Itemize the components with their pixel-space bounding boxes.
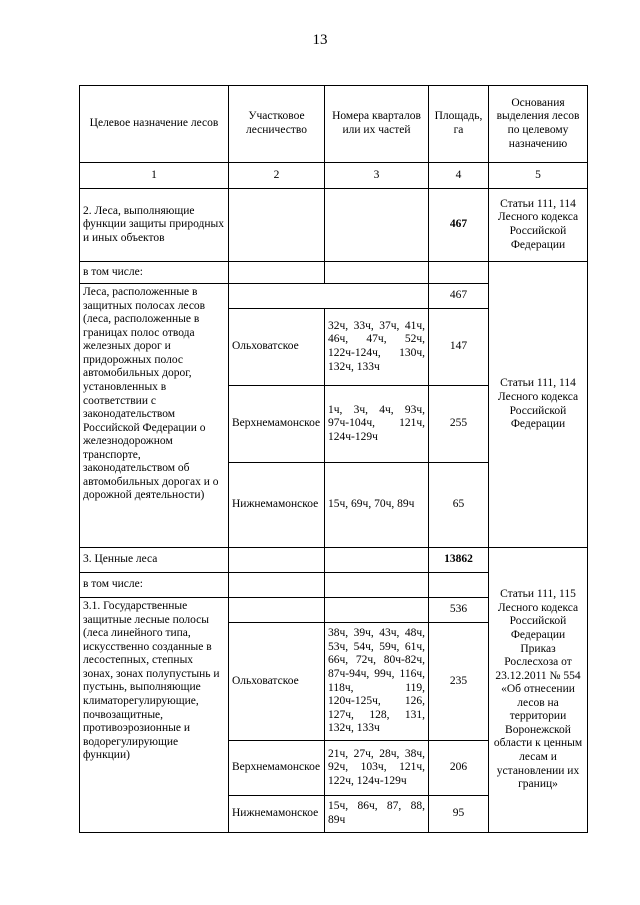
forest-purpose-table: [79, 85, 588, 833]
area-value: 65: [429, 463, 489, 548]
empty-cell: [229, 284, 429, 309]
empty-cell: [325, 573, 429, 598]
area-value: 147: [429, 309, 489, 386]
basis-text: Статьи 111, 114 Лесного кодекса Российской Федерации: [489, 189, 588, 262]
quarters-list: 38ч, 39ч, 43ч, 48ч, 53ч, 54ч, 59ч, 61ч, 66ч, 72ч, 80ч-82ч, 87ч-94ч, 99ч, 116ч, 118ч, 119, 120ч-125ч, 126, 127ч, 128, 131, 132ч, 133ч: [325, 623, 429, 741]
empty-cell: [325, 262, 429, 284]
column-header-area: Площадь, га: [429, 86, 489, 163]
forestry-name: Ольховатское: [229, 309, 325, 386]
column-header-quarters: Номера кварталов или их частей: [325, 86, 429, 163]
quarters-list: 21ч, 27ч, 28ч, 38ч, 92ч, 103ч, 121ч, 122ч, 124ч-129ч: [325, 741, 429, 796]
basis-text: Статьи 111, 114 Лесного кодекса Российской Федерации: [489, 262, 588, 548]
area-value: 467: [429, 284, 489, 309]
column-number: 3: [325, 163, 429, 189]
quarters-list: 15ч, 86ч, 87, 88, 89ч: [325, 796, 429, 833]
column-number: 2: [229, 163, 325, 189]
page-number: 13: [312, 32, 328, 48]
section-title: 2. Леса, выполняющие функции защиты природных и иных объектов: [80, 189, 229, 262]
including-label: в том числе:: [80, 262, 229, 284]
area-value: 536: [429, 598, 489, 623]
column-header-basis: Основания выделения лесов по целевому назначению: [489, 86, 588, 163]
forestry-name: Нижнемамонское: [229, 796, 325, 833]
empty-cell: [229, 548, 325, 573]
empty-cell: [325, 189, 429, 262]
forestry-name: Верхнемамонское: [229, 741, 325, 796]
forestry-name: Нижнемамонское: [229, 463, 325, 548]
quarters-list: 1ч, 3ч, 4ч, 93ч, 97ч-104ч, 121ч, 124ч-129ч: [325, 386, 429, 463]
quarters-list: 15ч, 69ч, 70ч, 89ч: [325, 463, 429, 548]
empty-cell: [429, 262, 489, 284]
column-header-purpose: Целевое назначение лесов: [80, 86, 229, 163]
table-row: [80, 262, 588, 284]
empty-cell: [229, 189, 325, 262]
column-number: 4: [429, 163, 489, 189]
area-value: 467: [429, 189, 489, 262]
area-value: 206: [429, 741, 489, 796]
forestry-name: Верхнемамонское: [229, 386, 325, 463]
table-header-row: [80, 86, 588, 163]
subsection-title: Леса, расположенные в защитных полосах лесов (леса, расположенные в границах полос отвода железных дорог и придорожных полос автомобильных дорог, установленных в соответствии с законодательством Российской Федерации о железнодорожном транспорте, законодательством об автомобильных дорогах и о дорожной деятельности): [80, 284, 229, 548]
area-value: 255: [429, 386, 489, 463]
empty-cell: [229, 262, 325, 284]
column-number: 1: [80, 163, 229, 189]
table-row: [80, 548, 588, 573]
table-row: [80, 189, 588, 262]
column-header-forestry: Участковое лесничество: [229, 86, 325, 163]
empty-cell: [325, 598, 429, 623]
area-value: 13862: [429, 548, 489, 573]
column-numbers-row: [80, 163, 588, 189]
section-title: 3. Ценные леса: [80, 548, 229, 573]
area-value: 235: [429, 623, 489, 741]
quarters-list: 32ч, 33ч, 37ч, 41ч, 46ч, 47ч, 52ч, 122ч-124ч, 130ч, 132ч, 133ч: [325, 309, 429, 386]
basis-text: Статьи 111, 115 Лесного кодекса Российской Федерации Приказ Рослесхоза от 23.12.2011 № 554 «Об отнесении лесов на территории Воронежской области к ценным лесам и установлении их границ»: [489, 548, 588, 833]
forestry-name: Ольховатское: [229, 623, 325, 741]
subsection-title: 3.1. Государственные защитные лесные полосы (леса линейного типа, искусственно созданные в лесостепных, степных зонах, зонах полупустынь и пустынь, выполняющие климаторегулирующие, почвозащитные, противоэрозионные и водорегулирующие функции): [80, 598, 229, 833]
empty-cell: [229, 598, 325, 623]
column-number: 5: [489, 163, 588, 189]
including-label: в том числе:: [80, 573, 229, 598]
empty-cell: [325, 548, 429, 573]
empty-cell: [229, 573, 325, 598]
area-value: 95: [429, 796, 489, 833]
empty-cell: [429, 573, 489, 598]
